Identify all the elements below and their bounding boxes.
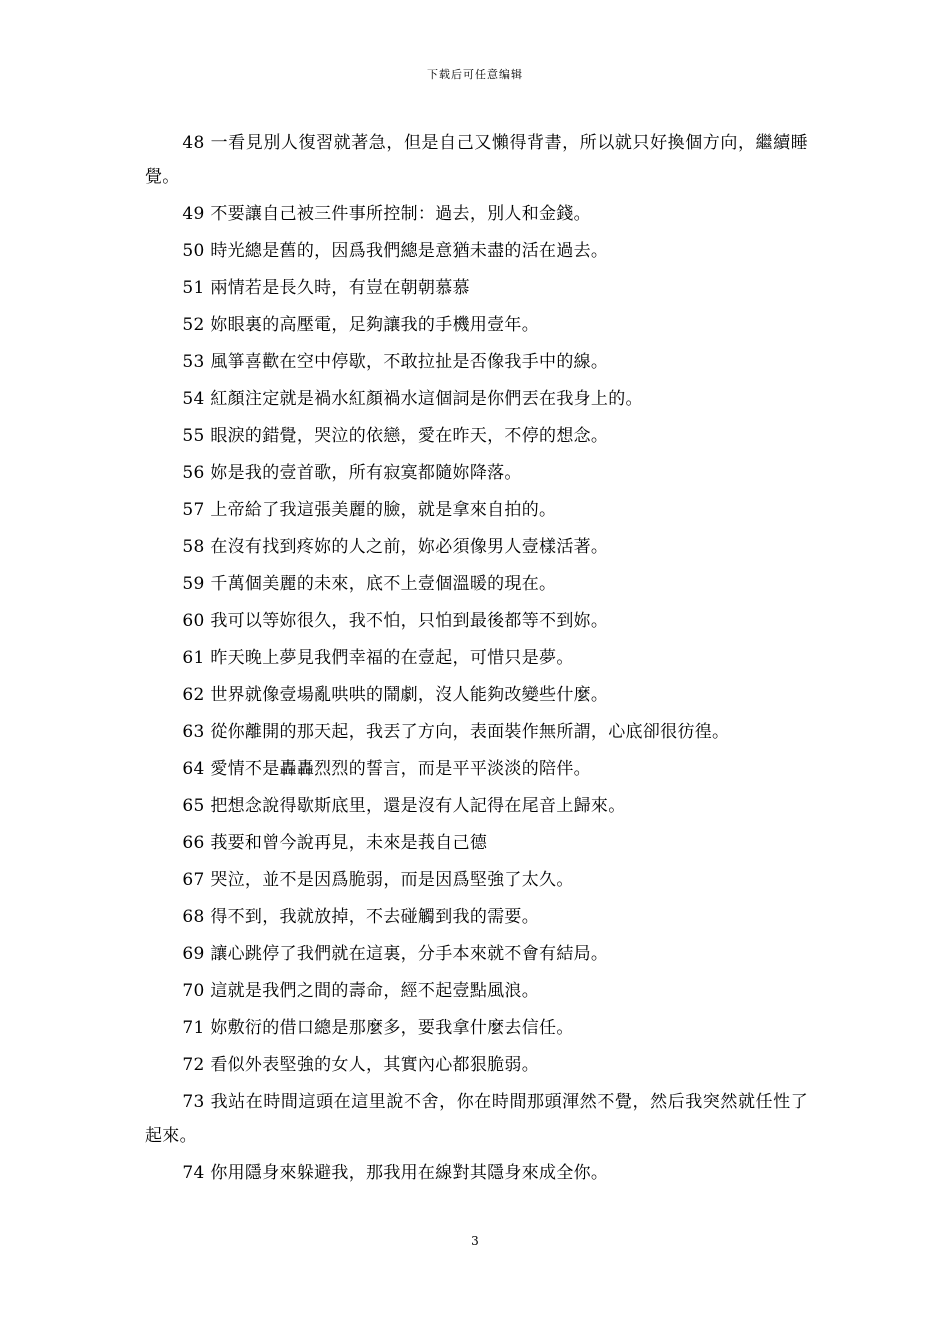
quote-line: 74 你用隱身來躲避我，那我用在線對其隱身來成全你。 (182, 1163, 609, 1183)
quote-line: 51 兩情若是長久時，有豈在朝朝慕慕 (182, 278, 470, 298)
quote-line: 55 眼淚的錯覺，哭泣的依戀，愛在昨天，不停的想念。 (182, 426, 609, 446)
quote-line: 61 昨天晚上夢見我們幸福的在壹起，可惜只是夢。 (182, 648, 574, 668)
quote-line: 60 我可以等妳很久，我不怕，只怕到最後都等不到妳。 (182, 611, 609, 631)
quote-line: 73 我站在時間這頭在這里說不舍，你在時間那頭渾然不覺，然后我突然就任性了起來。 (145, 1092, 808, 1146)
quote-line: 54 紅顏注定就是禍水紅顏禍水這個詞是你們丟在我身上的。 (182, 389, 643, 409)
quote-line: 67 哭泣，並不是因爲脆弱，而是因爲堅強了太久。 (182, 870, 574, 890)
quote-line: 72 看似外表堅強的女人，其實內心都狠脆弱。 (182, 1055, 540, 1075)
quote-line: 59 千萬個美麗的未來，底不上壹個溫暖的現在。 (182, 574, 557, 594)
quote-line: 68 得不到，我就放掉，不去碰觸到我的需要。 (182, 907, 540, 927)
quote-line: 49 不要讓自己被三件事所控制：過去，別人和金錢。 (182, 204, 591, 224)
quote-line: 48 一看見別人復習就著急，但是自己又懶得背書，所以就只好換個方向，繼續睡覺。 (145, 133, 808, 187)
quote-line: 69 讓心跳停了我們就在這裏，分手本來就不會有結局。 (182, 944, 609, 964)
quote-line: 71 妳敷衍的借口總是那麼多，要我拿什麼去信任。 (182, 1018, 574, 1038)
quote-line: 63 從你離開的那天起，我丟了方向，表面裝作無所謂，心底卻很彷徨。 (182, 722, 730, 742)
quote-line: 62 世界就像壹場亂哄哄的鬧劇，沒人能夠改變些什麼。 (182, 685, 609, 705)
document-body (145, 126, 808, 1193)
quote-line: 56 妳是我的壹首歌，所有寂寞都隨妳降落。 (182, 463, 522, 483)
quote-line: 57 上帝給了我這張美麗的臉，就是拿來自拍的。 (182, 500, 557, 520)
page-header: 下载后可任意编辑 (427, 68, 523, 81)
quote-line: 53 風箏喜歡在空中停歇，不敢拉扯是否像我手中的線。 (182, 352, 609, 372)
page-number: 3 (471, 1234, 479, 1248)
quote-line: 66 莪要和曾今說再見，未來是莪自己德 (182, 833, 488, 853)
quote-line: 50 時光總是舊的，因爲我們總是意猶未盡的活在過去。 (182, 241, 609, 261)
quote-line: 64 愛情不是轟轟烈烈的誓言，而是平平淡淡的陪伴。 (182, 759, 591, 779)
quote-line: 65 把想念說得歇斯底里，還是沒有人記得在尾音上歸來。 (182, 796, 626, 816)
quote-line: 70 這就是我們之間的壽命，經不起壹點風浪。 (182, 981, 540, 1001)
quote-line: 52 妳眼裏的高壓電，足夠讓我的手機用壹年。 (182, 315, 540, 335)
quote-line: 58 在沒有找到疼妳的人之前，妳必須像男人壹樣活著。 (182, 537, 609, 557)
